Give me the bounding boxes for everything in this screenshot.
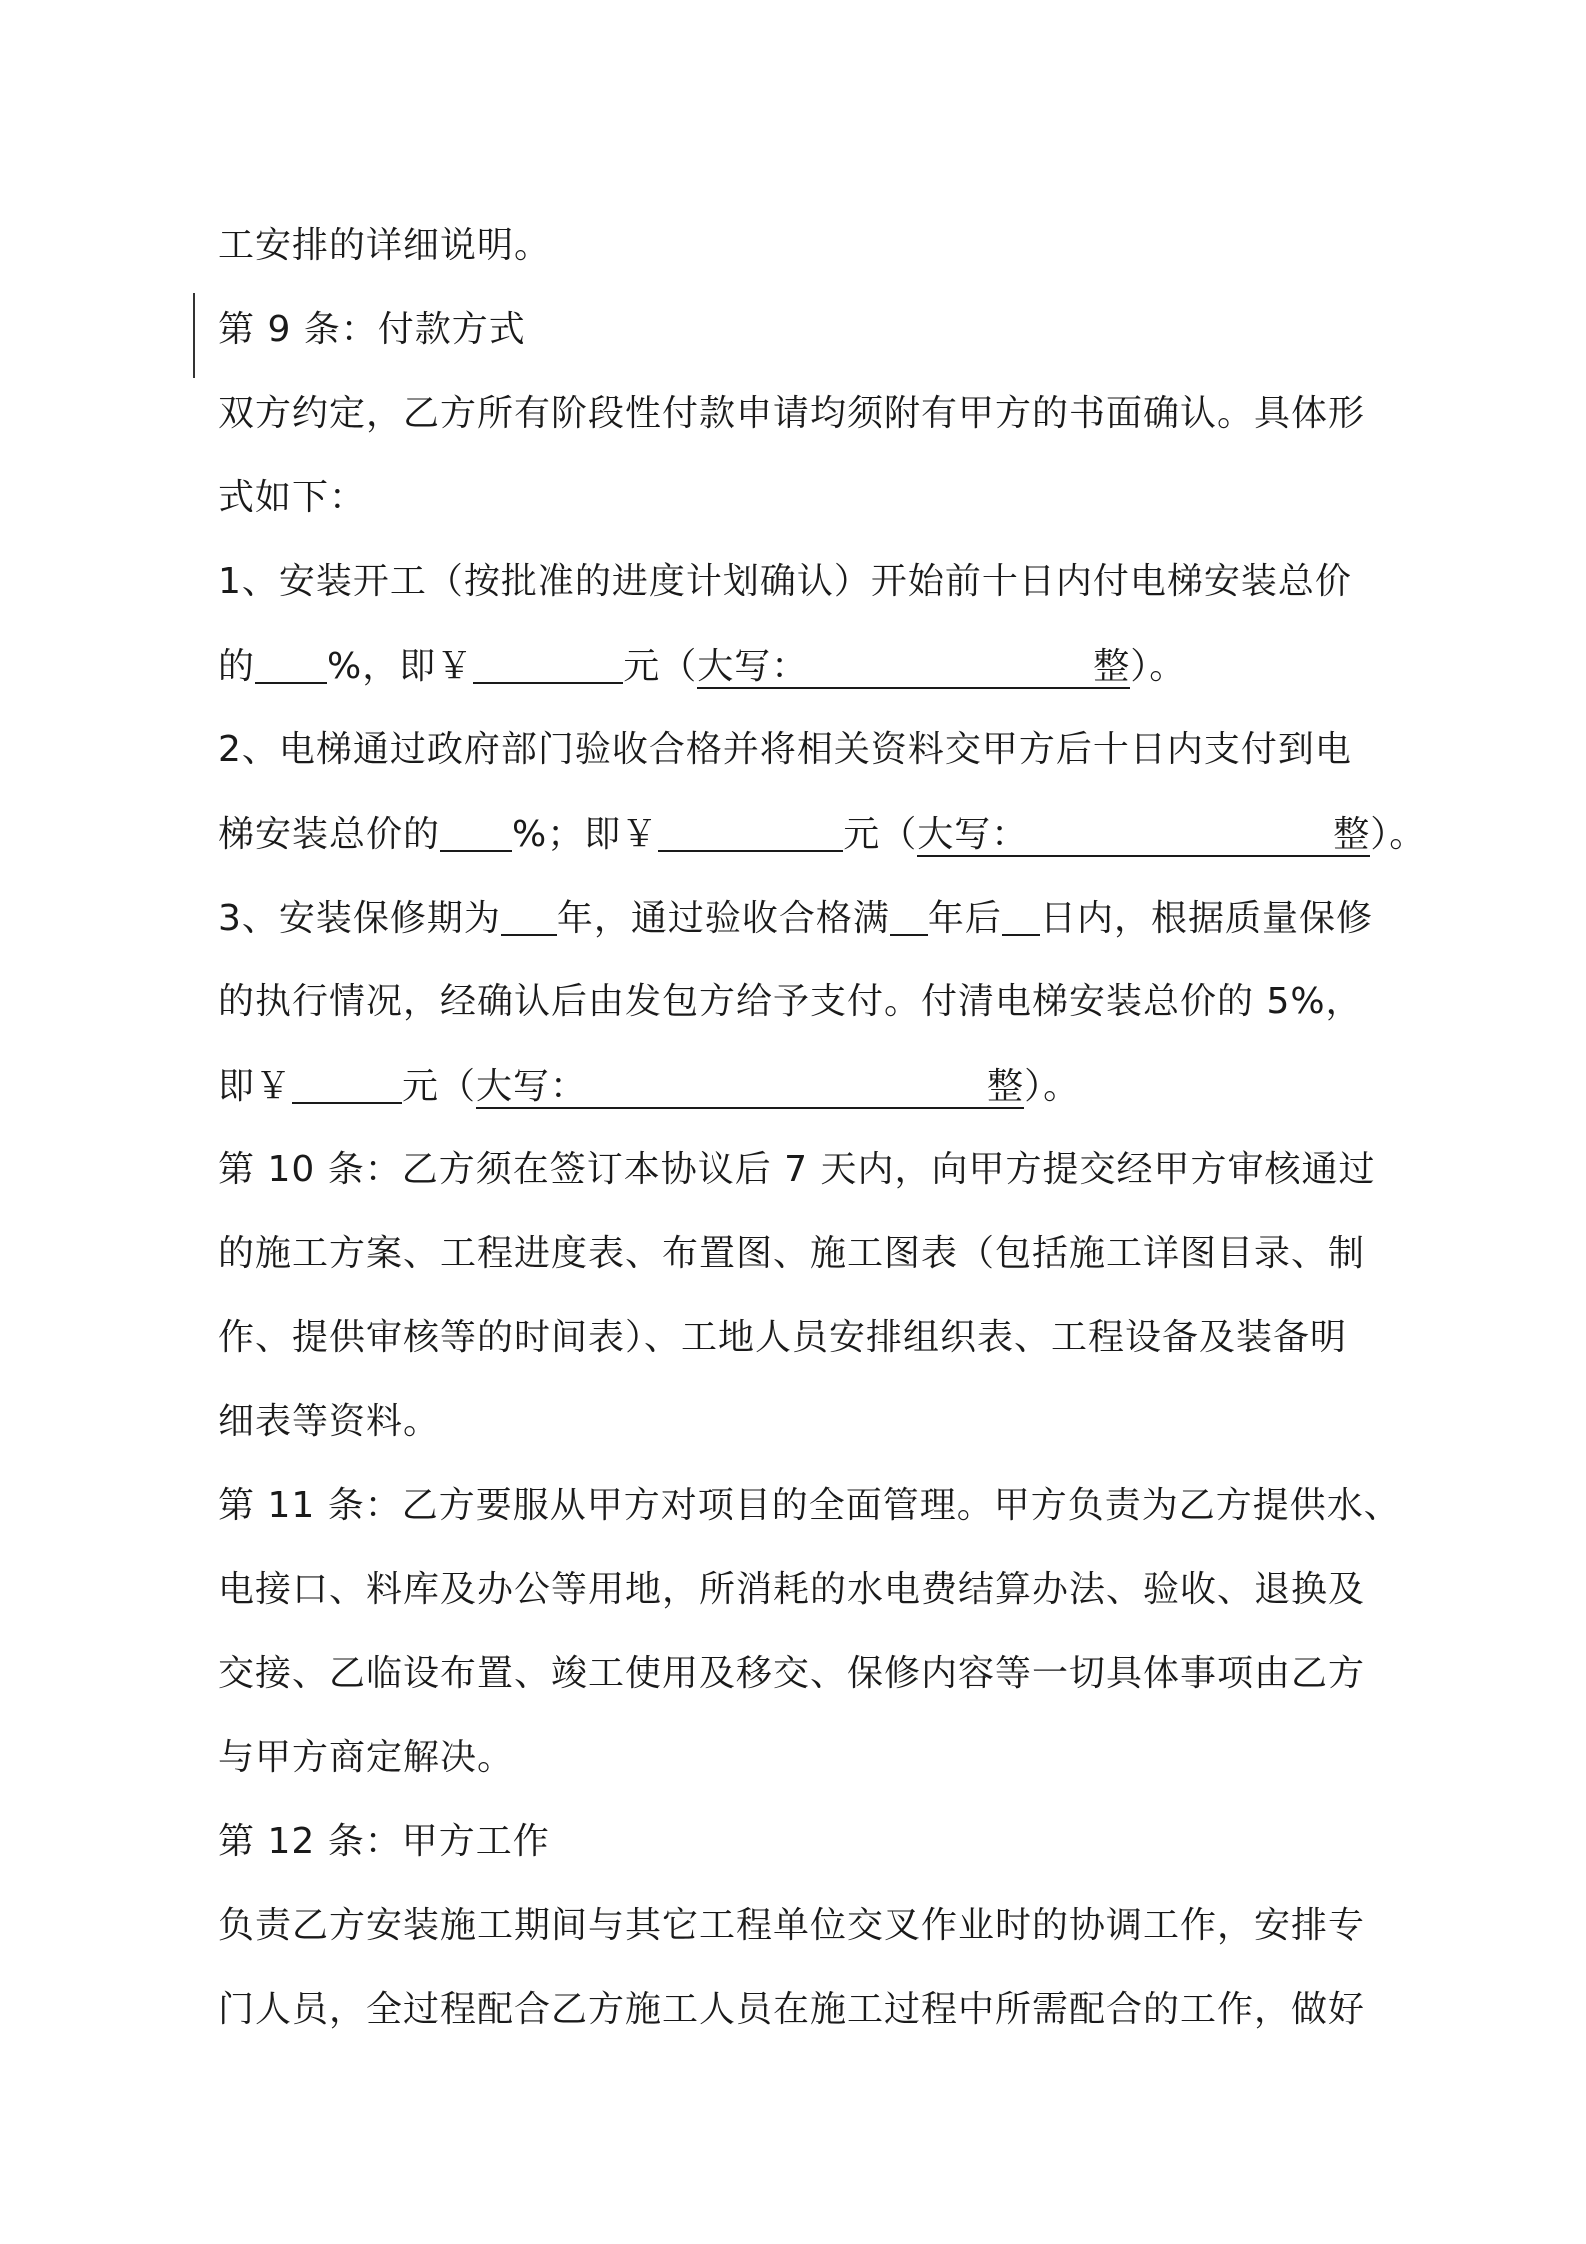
section-heading-11: 第 11 条：乙方要服从甲方对项目的全面管理。甲方负责为乙方提供水、	[218, 1485, 1401, 1526]
paragraph-line: 的执行情况，经确认后由发包方给予支付。付清电梯安装总价的 5%，	[218, 981, 1363, 1022]
years-blank[interactable]	[501, 894, 557, 936]
paragraph-line: 作、提供审核等的时间表）、工地人员安排组织表、工程设备及装备明	[218, 1317, 1348, 1358]
text-segment: 年后	[927, 898, 1002, 939]
text-segment: 大写：	[697, 646, 809, 687]
days-blank[interactable]	[1002, 894, 1040, 936]
paragraph-line: 的施工方案、工程进度表、布置图、施工图表（包括施工详图目录、制	[218, 1233, 1366, 1274]
amount-words-box[interactable]	[697, 646, 1130, 689]
text-segment: 梯安装总价的	[218, 814, 441, 855]
text-segment: %；即￥	[512, 814, 659, 855]
paragraph-line: 电接口、料库及办公等用地，所消耗的水电费结算办法、验收、退换及	[218, 1569, 1366, 1610]
text-segment: ）。	[1370, 814, 1427, 855]
text-segment: ）。	[1024, 1066, 1081, 1107]
amount-blank[interactable]	[292, 1062, 402, 1104]
paragraph-line: 2、电梯通过政府部门验收合格并将相关资料交甲方后十日内支付到电	[218, 729, 1352, 770]
text-segment: %，即￥	[327, 646, 474, 687]
text-segment: 3、安装保修期为	[218, 898, 501, 939]
paragraph-line: 与甲方商定解决。	[218, 1737, 515, 1778]
amount-words-box[interactable]	[917, 814, 1370, 857]
text-cursor	[193, 293, 195, 378]
text-segment: 日内，根据质量保修	[1039, 898, 1373, 939]
section-heading-12: 第 12 条：甲方工作	[218, 1821, 550, 1862]
text-segment: 大写：	[917, 814, 1029, 855]
warranty-line	[218, 894, 1373, 943]
paragraph-line: 门人员，全过程配合乙方施工人员在施工过程中所需配合的工作，做好	[218, 1989, 1366, 2030]
text-segment: 整	[1093, 646, 1131, 687]
paragraph-line: 1、安装开工（按批准的进度计划确认）开始前十日内付电梯安装总价	[218, 561, 1352, 602]
text-segment: ）。	[1130, 646, 1187, 687]
text-segment: 大写：	[476, 1066, 588, 1107]
section-heading-10: 第 10 条：乙方须在签订本协议后 7 天内，向甲方提交经甲方审核通过	[218, 1149, 1376, 1190]
paragraph-line: 细表等资料。	[218, 1401, 441, 1442]
paragraph-line: 式如下：	[218, 477, 367, 518]
text-segment: 年，通过验收合格满	[556, 898, 890, 939]
text-segment: 整	[987, 1066, 1025, 1107]
text-segment: 即￥	[218, 1066, 293, 1107]
percent-blank[interactable]	[440, 810, 512, 852]
payment-line-2	[218, 810, 1426, 859]
paragraph-line: 负责乙方安装施工期间与其它工程单位交叉作业时的协调工作，安排专	[218, 1905, 1366, 1946]
text-segment: 元（	[623, 646, 698, 687]
years-after-blank[interactable]	[890, 894, 928, 936]
payment-line-3	[218, 1062, 1080, 1111]
paragraph-line: 交接、乙临设布置、竣工使用及移交、保修内容等一切具体事项由乙方	[218, 1653, 1366, 1694]
paragraph-line: 双方约定，乙方所有阶段性付款申请均须附有甲方的书面确认。具体形	[218, 393, 1366, 434]
text-segment: 元（	[843, 814, 918, 855]
amount-blank[interactable]	[658, 810, 843, 852]
text-segment: 的	[218, 646, 256, 687]
payment-line-1	[218, 642, 1186, 691]
text-segment: 整	[1333, 814, 1371, 855]
section-heading-9: 第 9 条：付款方式	[218, 309, 526, 350]
percent-blank[interactable]	[255, 642, 327, 684]
paragraph-line: 工安排的详细说明。	[218, 225, 552, 266]
amount-words-box[interactable]	[476, 1066, 1024, 1109]
amount-blank[interactable]	[473, 642, 623, 684]
text-segment: 元（	[402, 1066, 477, 1107]
